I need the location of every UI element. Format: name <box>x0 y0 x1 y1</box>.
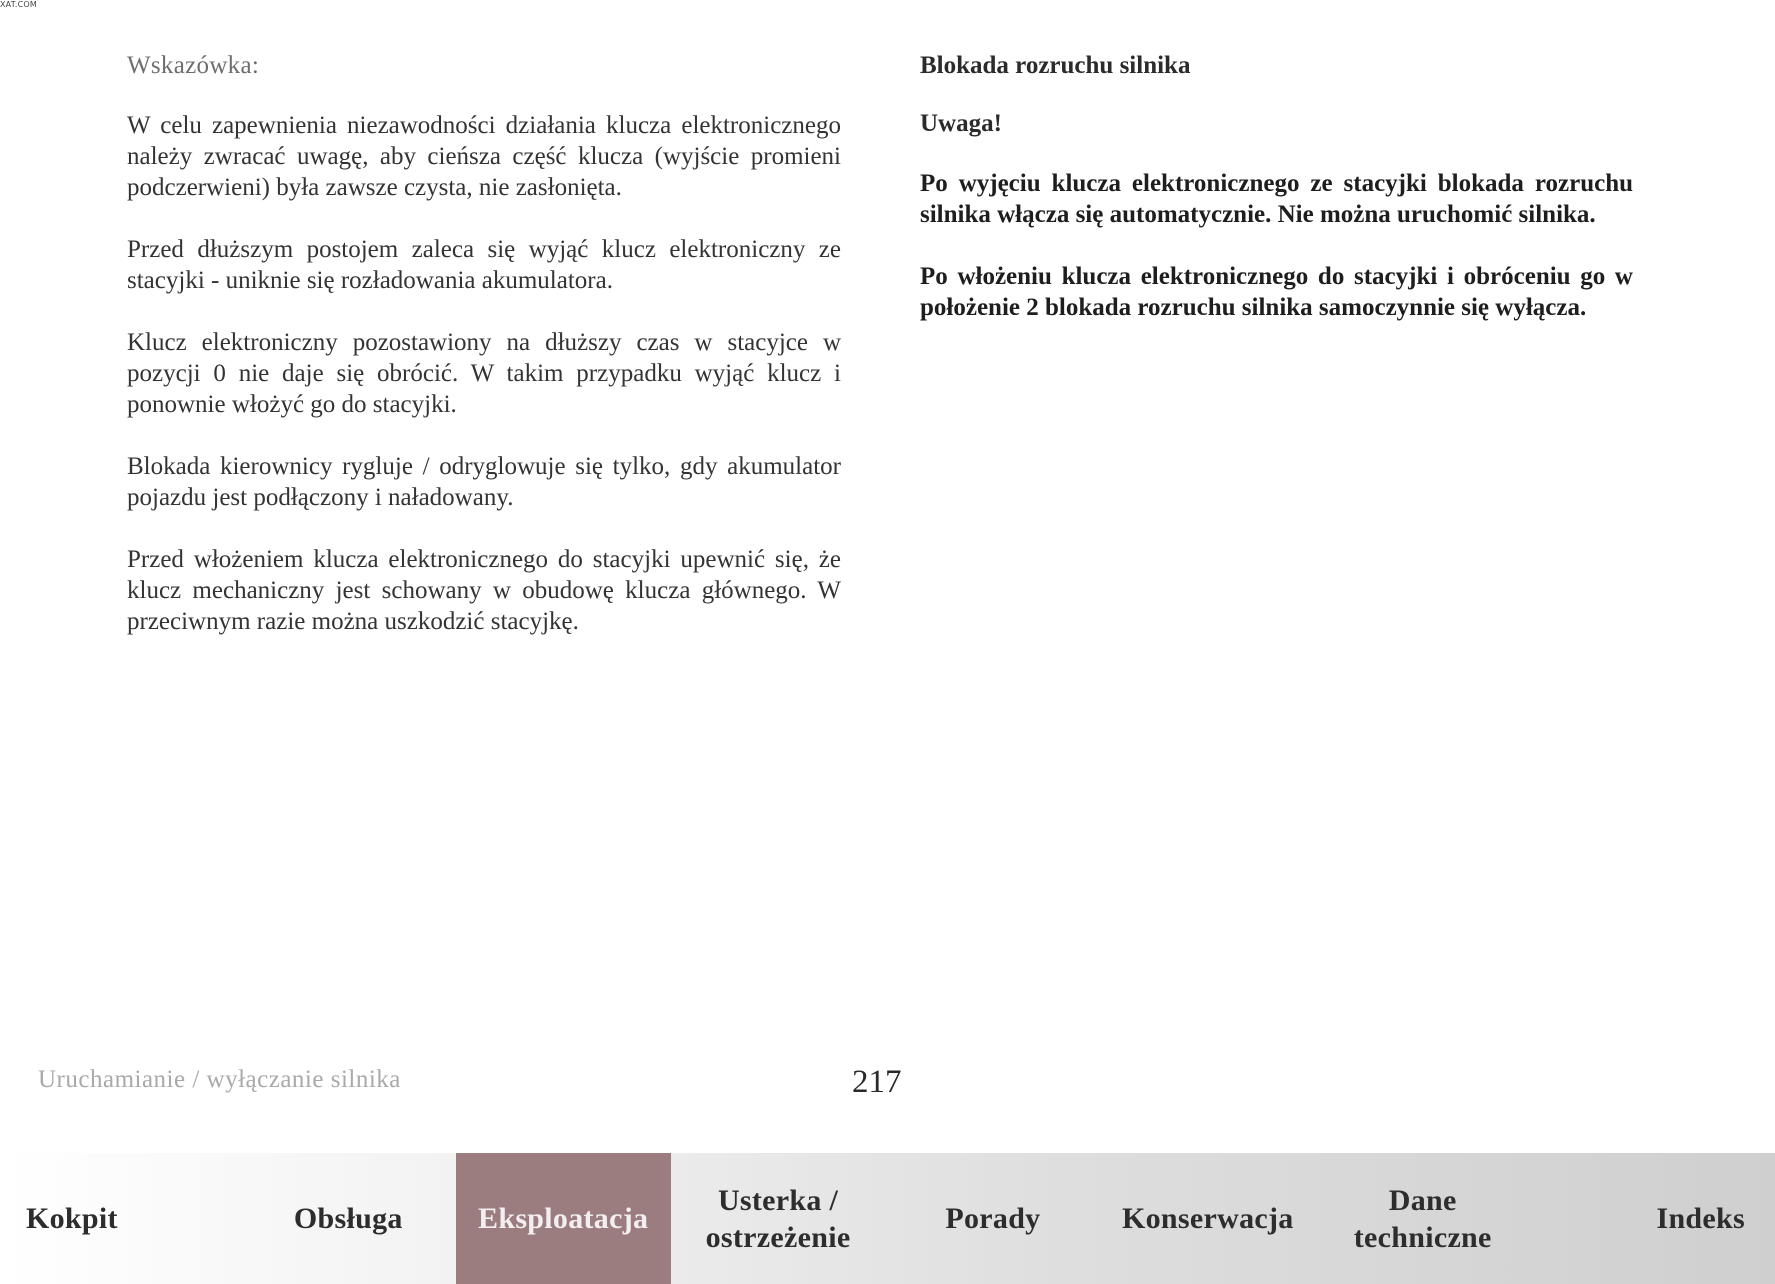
footer-section-title: Uruchamianie / wyłączanie silnika <box>38 1066 401 1093</box>
warning-paragraph: Po wyjęciu klucza elektronicznego ze stacyjki blokada rozruchu silnika włącza się automatycznie. Nie można uruchomić silnika. <box>920 170 1633 228</box>
hint-paragraph: Blokada kierownicy rygluje / odryglowuje się tylko, gdy akumulator pojazdu jest podłączony i naładowany. <box>127 453 841 511</box>
hint-paragraph: Klucz elektroniczny pozostawiony na dłuższy czas w stacyjce w pozycji 0 nie daje się obrócić. W takim przypadku wyjąć klucz i ponownie włożyć go do stacyjki. <box>127 329 841 418</box>
nav-tab-usterka[interactable]: Usterka / ostrzeżenie <box>705 1183 851 1254</box>
nav-tab-obsluga[interactable]: Obsługa <box>293 1202 403 1235</box>
hint-heading: Wskazówka: <box>127 52 260 79</box>
right-column <box>920 52 1633 354</box>
warning-label: Uwaga! <box>920 110 1002 137</box>
nav-tab-kokpit[interactable]: Kokpit <box>26 1202 118 1235</box>
warning-paragraph: Po włożeniu klucza elektronicznego do stacyjki i obróceniu go w położenie 2 blokada rozruchu silnika samoczynnie się wyłącza. <box>920 263 1633 321</box>
section-heading: Blokada rozruchu silnika <box>920 52 1191 79</box>
nav-tab-eksploatacja[interactable]: Eksploatacja <box>456 1153 671 1284</box>
hint-paragraph: W celu zapewnienia niezawodności działania klucza elektronicznego należy zwracać uwagę, aby cieńsza część klucza (wyjście promieni podczerwieni) była zawsze czysta, nie zasłonięta. <box>127 112 841 201</box>
chapter-nav-bar <box>0 1153 1775 1284</box>
nav-tab-porady[interactable]: Porady <box>945 1202 1041 1235</box>
page-number: 217 <box>852 1064 902 1100</box>
watermark-text: XAT.COM <box>0 0 37 9</box>
hint-paragraph: Przed włożeniem klucza elektronicznego do stacyjki upewnić się, że klucz mechaniczny jest schowany w obudowę klucza głównego. W przeciwnym razie można uszkodzić stacyjkę. <box>127 546 841 635</box>
left-column <box>127 52 841 668</box>
nav-tab-konserwacja[interactable]: Konserwacja <box>1122 1202 1294 1235</box>
hint-paragraph: Przed dłuższym postojem zaleca się wyjąć klucz elektroniczny ze stacyjki - uniknie się rozładowania akumulatora. <box>127 236 841 294</box>
nav-tab-dane-techniczne[interactable]: Dane techniczne <box>1353 1183 1492 1254</box>
nav-tab-indeks[interactable]: Indeks <box>1656 1202 1745 1235</box>
